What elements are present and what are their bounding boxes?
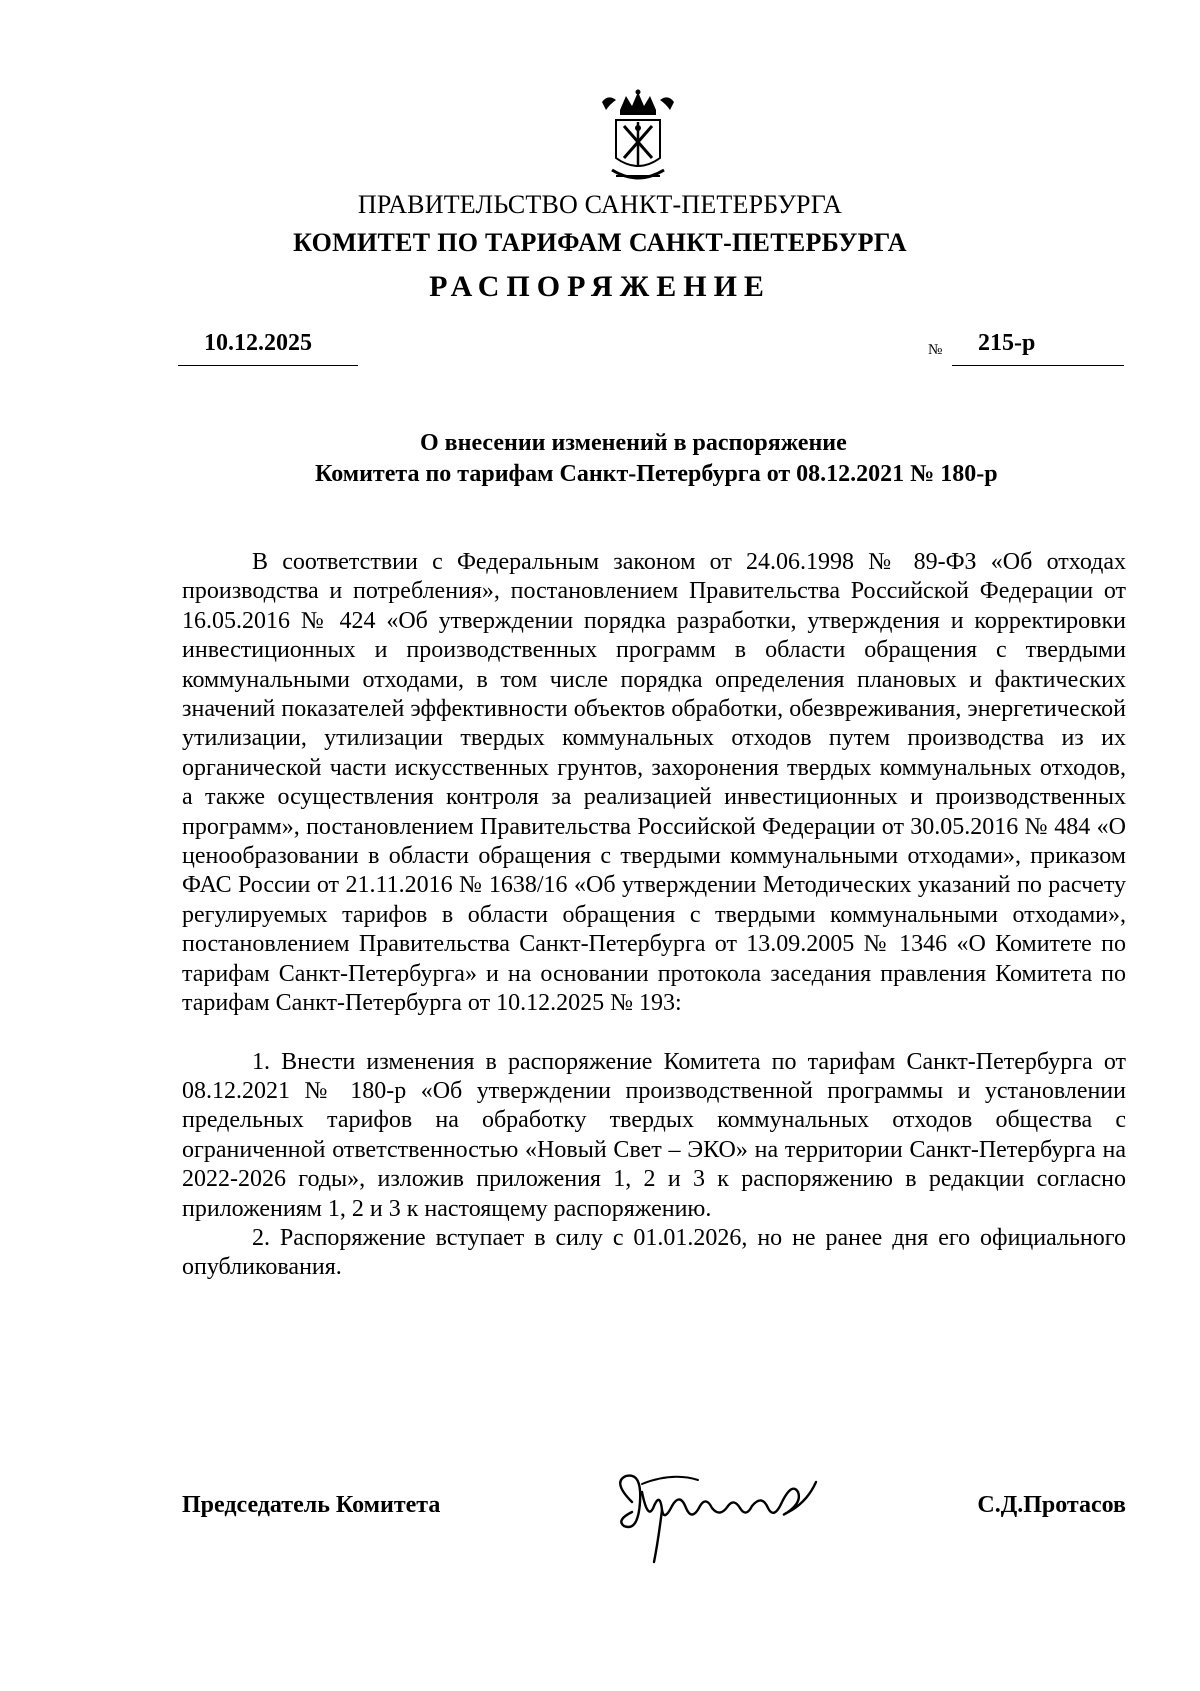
committee-name: КОМИТЕТ ПО ТАРИФАМ САНКТ-ПЕТЕРБУРГА <box>293 228 907 257</box>
coat-of-arms-icon <box>598 88 678 188</box>
document-subject <box>0 428 1200 490</box>
signatory-title: Председатель Комитета <box>182 1492 441 1518</box>
item-1-paragraph: 1. Внести изменения в распоряжение Комитета по тарифам Санкт-Петербурга от 08.12.2021 № 180-р «Об утверждении производственной программы и установлении предельных тарифов на обработку твердых коммунальных отходов общества с ограниченной ответственностью «Новый Свет – ЭКО» на территории Санкт-Петербурга на 2022-2026 годы», изложив приложения 1, 2 и 3 к распоряжению в редакции согласно приложениям 1, 2 и 3 к настоящему распоряжению. <box>182 1048 1126 1222</box>
signature-block <box>182 1462 1126 1572</box>
document-body <box>182 548 1126 1283</box>
document-number-field <box>928 330 1128 366</box>
signatory-name: С.Д.Протасов <box>977 1492 1126 1518</box>
document-type: РАСПОРЯЖЕНИЕ <box>429 270 771 303</box>
handwritten-signature-icon <box>602 1462 842 1572</box>
subject-line-1: О внесении изменений в распоряжение <box>420 430 847 456</box>
subject-line-2: Комитета по тарифам Санкт-Петербурга от 08.12.2021 № 180-р <box>315 461 998 487</box>
government-name: ПРАВИТЕЛЬСТВО САНКТ-ПЕТЕРБУРГА <box>357 190 843 219</box>
document-number: 215-р <box>952 330 1124 366</box>
number-sign: № <box>928 342 943 358</box>
document-date: 10.12.2025 <box>178 330 358 366</box>
item-2-paragraph: 2. Распоряжение вступает в силу с 01.01.2026, но не ранее дня его официального опубликования. <box>182 1224 1126 1281</box>
preamble-paragraph: В соответствии с Федеральным законом от 24.06.1998 № 89-ФЗ «Об отходах производства и потребления», постановлением Правительства Российской Федерации от 16.05.2016 № 424 «Об утверждении порядка разработки, утверждения и корректировки инвестиционных и производственных программ в области обращения с твердыми коммунальными отходами, в том числе порядка определения плановых и фактических значений показателей эффективности объектов обработки, обезвреживания, энергетической утилизации, утилизации твердых коммунальных отходов путем производства из их органической части искусственных грунтов, захоронения твердых коммунальных отходов, а также осуществления контроля за реализацией инвестиционных и производственных программ», постановлением Правительства Российской Федерации от 30.05.2016 № 484 «О ценообразовании в области обращения с твердыми коммунальными отходами», приказом ФАС России от 21.11.2016 № 1638/16 «Об утверждении Методических указаний по расчету регулируемых тарифов в области обращения с твердыми коммунальными отходами», постановлением Правительства Санкт-Петербурга от 13.09.2005 № 1346 «О Комитете по тарифам Санкт-Петербурга» и на основании протокола заседания правления Комитета по тарифам Санкт-Петербурга от 10.12.2025 № 193: <box>182 549 1126 1017</box>
